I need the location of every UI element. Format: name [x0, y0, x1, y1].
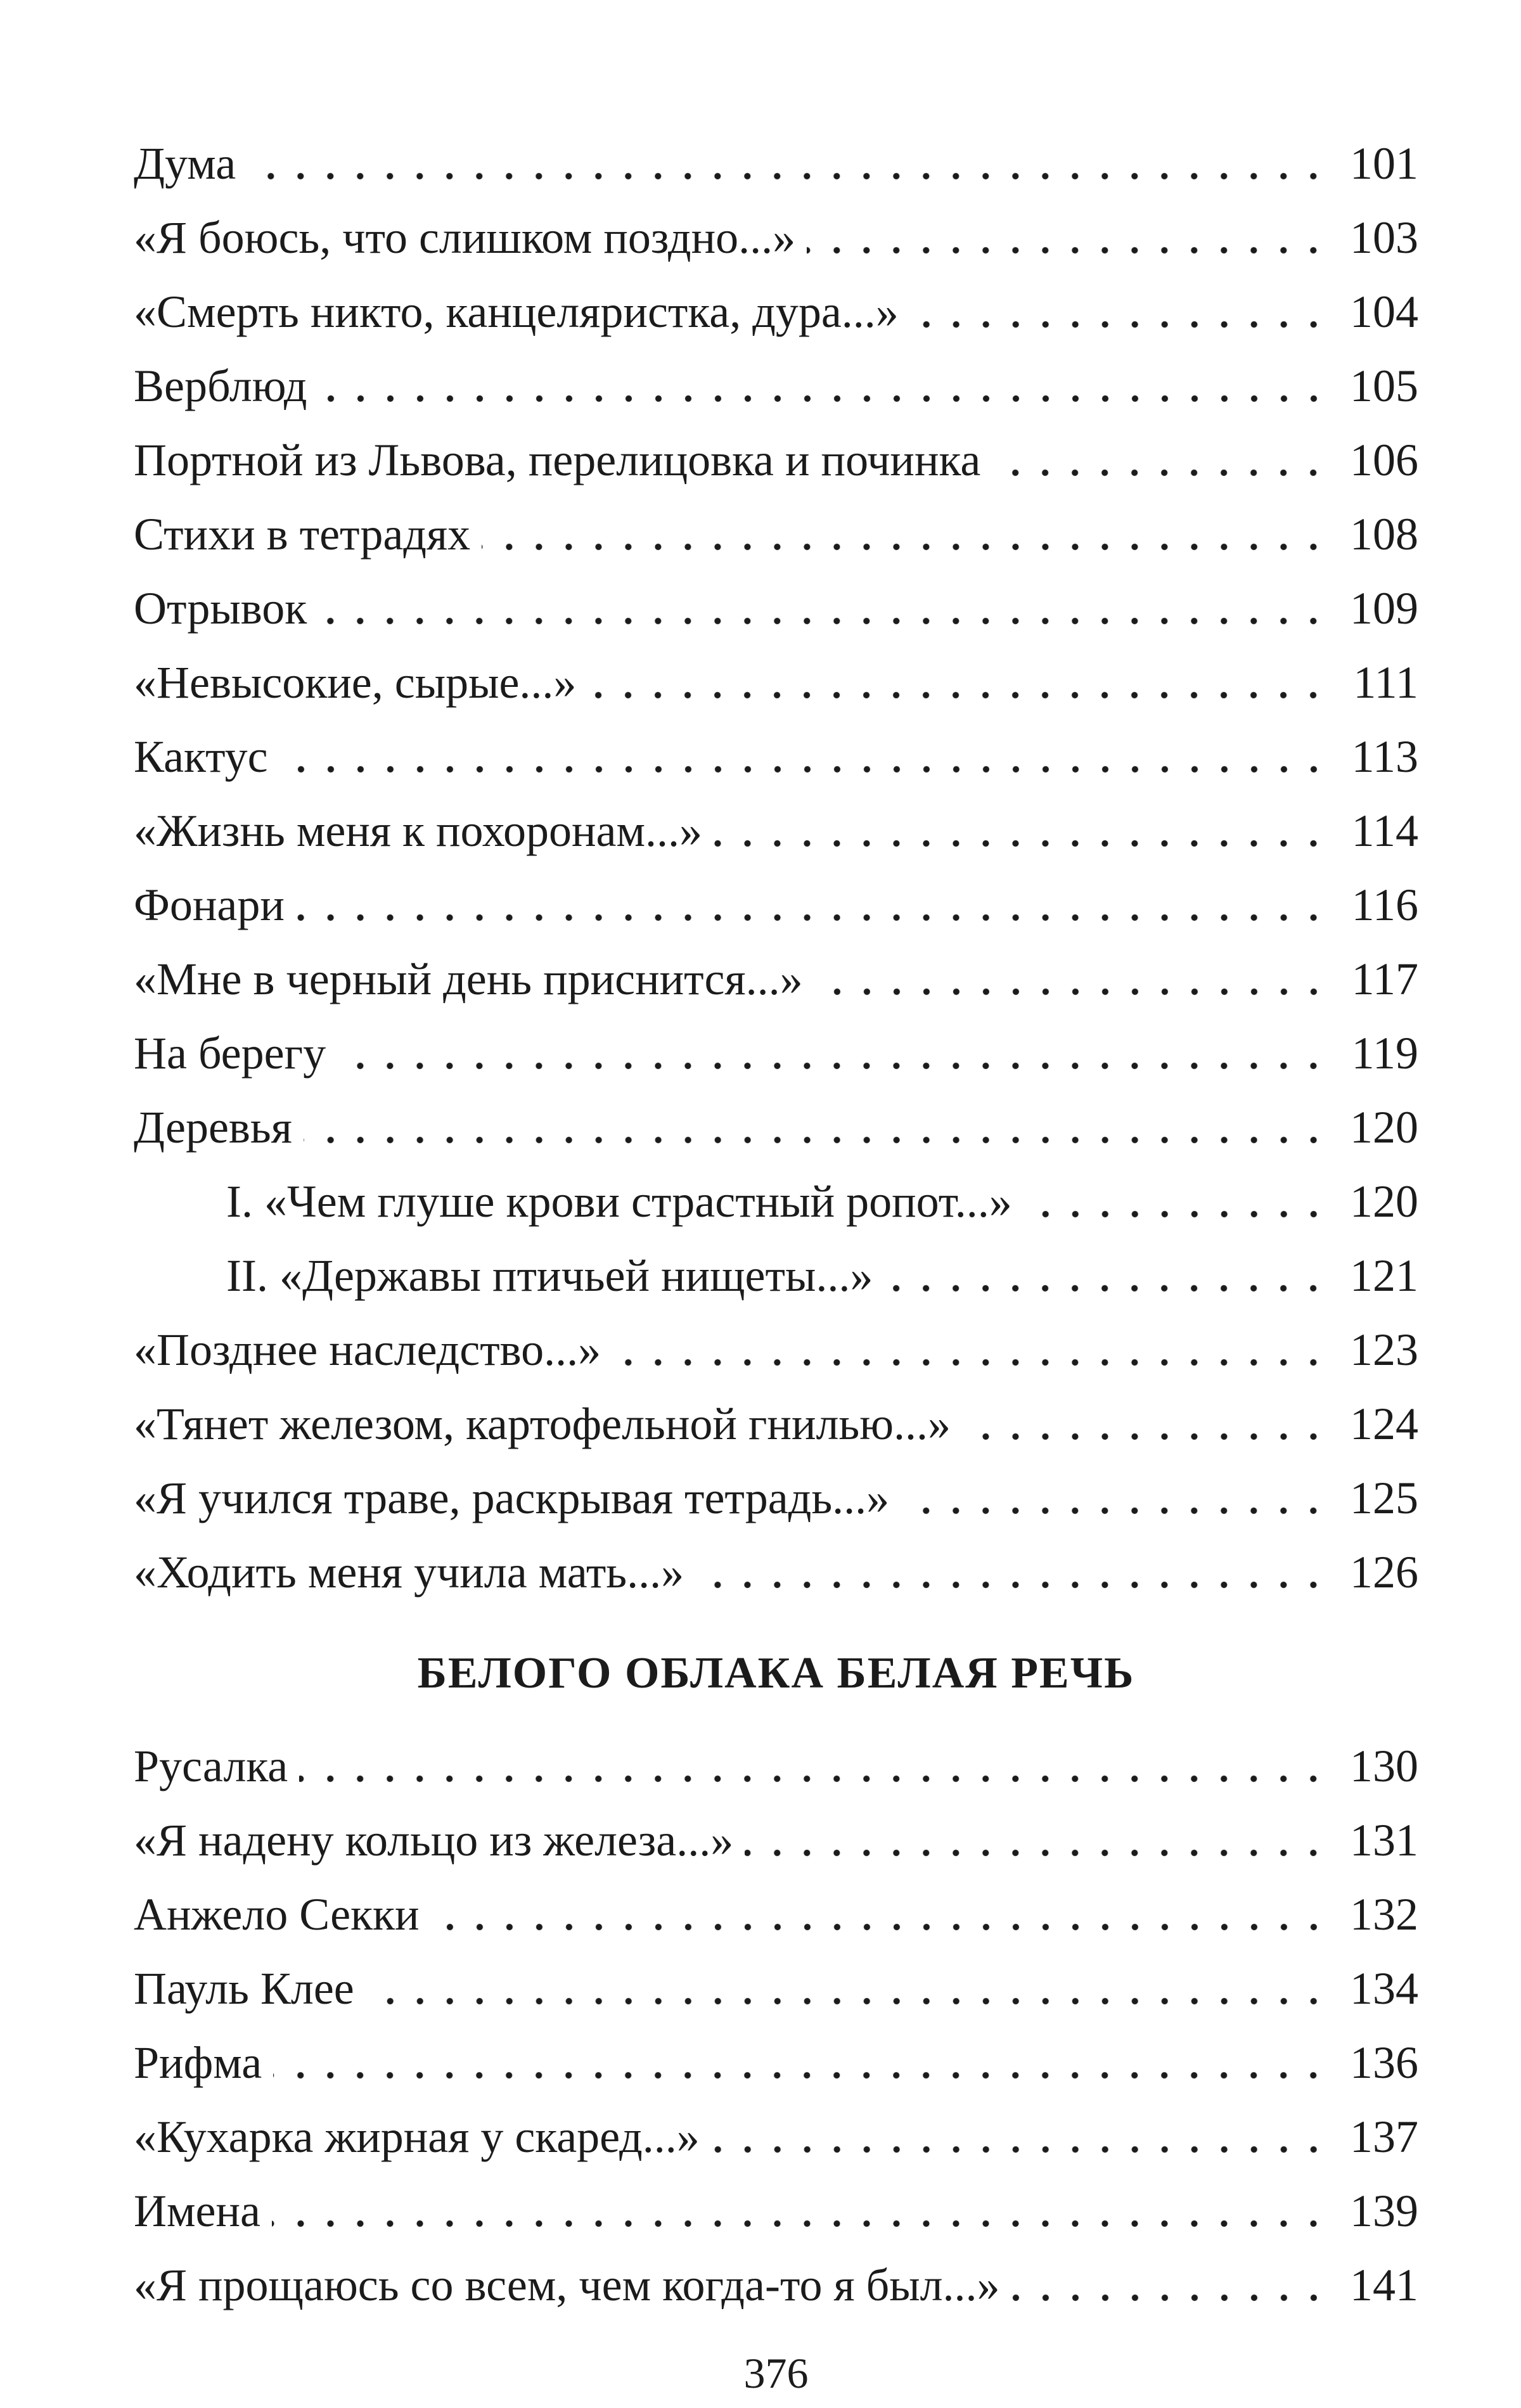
- toc-entry-page: 106: [1350, 435, 1418, 485]
- dot-leader: [587, 646, 1330, 720]
- toc-entry-title: «Смерть никто, канцеляристка, дура...»: [134, 286, 899, 337]
- toc-entry-title: «Я боюсь, что слишком поздно...»: [134, 212, 796, 263]
- dot-leader: [901, 1461, 1330, 1535]
- dot-leader: [1024, 1165, 1330, 1239]
- dot-leader: [807, 201, 1330, 275]
- toc-entry: [134, 2174, 1418, 2248]
- toc-entry-title: Рифма: [134, 2037, 262, 2088]
- toc-entry: [134, 349, 1418, 423]
- toc-entry-title: Верблюд: [134, 361, 307, 411]
- toc-entry-page: 117: [1351, 954, 1418, 1004]
- toc-entry-page: 123: [1350, 1324, 1418, 1375]
- toc-entry: [134, 1729, 1418, 1803]
- dot-leader: [992, 423, 1330, 497]
- dot-leader: [272, 2174, 1330, 2248]
- toc-entry: [134, 275, 1418, 349]
- toc-entry-page: 109: [1350, 583, 1418, 634]
- toc-entry-page: 139: [1350, 2186, 1418, 2236]
- toc-entry-page: 131: [1350, 1815, 1418, 1866]
- toc-entry-page: 120: [1350, 1176, 1418, 1227]
- toc-entry-page: 134: [1350, 1963, 1418, 2014]
- toc-entry-page: 126: [1350, 1547, 1418, 1598]
- toc-entry-title: Пауль Клее: [134, 1963, 354, 2014]
- toc-entry-title: I. «Чем глуше крови страстный ропот...»: [226, 1176, 1012, 1227]
- dot-leader: [884, 1239, 1330, 1313]
- toc-entry-title: «Невысокие, сырые...»: [134, 657, 577, 708]
- toc-entry-page: 104: [1350, 286, 1418, 337]
- dot-leader: [273, 2026, 1330, 2100]
- dot-leader: [431, 1878, 1330, 1952]
- toc-list: [134, 127, 1418, 2322]
- toc-entry: [134, 572, 1418, 646]
- dot-leader: [612, 1313, 1330, 1387]
- toc-entry-page: 125: [1350, 1473, 1418, 1523]
- toc-entry-page: 137: [1350, 2111, 1418, 2162]
- dot-leader: [318, 572, 1330, 646]
- toc-entry-title: Имена: [134, 2186, 261, 2236]
- toc-entry: [134, 1461, 1418, 1535]
- page-number: 376: [743, 2349, 809, 2397]
- dot-leader: [482, 497, 1330, 572]
- toc-entry-title: Фонари: [134, 880, 285, 930]
- dot-leader: [299, 1729, 1330, 1803]
- toc-entry-page: 103: [1350, 212, 1418, 263]
- toc-entry-title: «Я учился траве, раскрывая тетрадь...»: [134, 1473, 890, 1523]
- toc-entry-page: 113: [1351, 731, 1418, 782]
- toc-entry: [134, 497, 1418, 572]
- dot-leader: [1011, 2248, 1330, 2322]
- toc-entry-page: 136: [1350, 2037, 1418, 2088]
- toc-entry: [134, 2026, 1418, 2100]
- toc-entry-title: «Я прощаюсь со всем, чем когда-то я был...»: [134, 2260, 1000, 2310]
- toc-entry-title: «Жизнь меня к похоронам...»: [134, 805, 703, 856]
- toc-entry: [134, 1878, 1418, 1952]
- dot-leader: [304, 1091, 1330, 1165]
- dot-leader: [962, 1387, 1330, 1461]
- toc-entry: [134, 1535, 1418, 1610]
- toc-entry: [134, 868, 1418, 942]
- toc-entry-page: 114: [1351, 805, 1418, 856]
- toc-entry-page: 101: [1350, 138, 1418, 189]
- dot-leader: [319, 349, 1330, 423]
- dot-leader: [714, 794, 1330, 868]
- dot-leader: [247, 127, 1330, 201]
- toc-entry-title: Дума: [134, 138, 236, 189]
- dot-leader: [910, 275, 1330, 349]
- toc-entry: [134, 1165, 1418, 1239]
- toc-entry-title: Отрывок: [134, 583, 307, 634]
- dot-leader: [366, 1952, 1330, 2026]
- toc-entry-title: «Позднее наследство...»: [134, 1324, 601, 1375]
- toc-entry: [134, 1952, 1418, 2026]
- toc-entry-page: 132: [1350, 1889, 1418, 1940]
- dot-leader: [711, 2100, 1330, 2174]
- toc-entry-title: II. «Державы птичьей нищеты...»: [226, 1250, 873, 1301]
- dot-leader: [296, 868, 1330, 942]
- toc-entry: [134, 1803, 1418, 1878]
- toc-entry-page: 124: [1350, 1399, 1418, 1449]
- toc-entry-page: 116: [1351, 880, 1418, 930]
- toc-entry: [134, 646, 1418, 720]
- toc-entry-page: 130: [1350, 1741, 1418, 1791]
- toc-entry-page: 105: [1350, 361, 1418, 411]
- toc-entry-page: 141: [1350, 2260, 1418, 2310]
- section-heading: БЕЛОГО ОБЛАКА БЕЛАЯ РЕЧЬ: [417, 1649, 1135, 1698]
- toc-entry-page: 108: [1350, 509, 1418, 560]
- toc-entry-page: 120: [1350, 1102, 1418, 1153]
- toc-entry-title: «Тянет железом, картофельной гнилью...»: [134, 1399, 951, 1449]
- toc-entry: [134, 1091, 1418, 1165]
- toc-entry-title: Деревья: [134, 1102, 292, 1153]
- toc-entry-title: На берегу: [134, 1028, 326, 1079]
- toc-entry-title: «Ходить меня учила мать...»: [134, 1547, 684, 1598]
- toc-entry: [134, 942, 1418, 1016]
- dot-leader: [279, 720, 1330, 794]
- dot-leader: [745, 1803, 1330, 1878]
- toc-entry-title: Русалка: [134, 1741, 288, 1791]
- toc-entry: [134, 2248, 1418, 2322]
- toc-entry-title: «Я надену кольцо из железа...»: [134, 1815, 734, 1866]
- toc-entry-title: «Мне в черный день приснится...»: [134, 954, 803, 1004]
- toc-entry-title: Кактус: [134, 731, 268, 782]
- toc-entry-title: «Кухарка жирная у скаред...»: [134, 2111, 700, 2162]
- toc-entry: [134, 720, 1418, 794]
- toc-entry-page: 119: [1351, 1028, 1418, 1079]
- toc-entry-title: Стихи в тетрадях: [134, 509, 471, 560]
- toc-entry: [134, 423, 1418, 497]
- toc-entry: [134, 2100, 1418, 2174]
- dot-leader: [695, 1535, 1330, 1610]
- toc-entry: [134, 794, 1418, 868]
- toc-entry: [134, 1313, 1418, 1387]
- toc-entry-title: Анжело Секки: [134, 1889, 420, 1940]
- toc-entry-page: 111: [1353, 657, 1418, 708]
- toc-entry: [134, 127, 1418, 201]
- toc-entry-title: Портной из Львова, перелицовка и починка: [134, 435, 981, 485]
- toc-entry: [134, 1387, 1418, 1461]
- toc-entry: [134, 1016, 1418, 1091]
- toc-entry-page: 121: [1350, 1250, 1418, 1301]
- dot-leader: [337, 1016, 1330, 1091]
- dot-leader: [814, 942, 1330, 1016]
- toc-entry: [134, 1239, 1418, 1313]
- toc-entry: [134, 201, 1418, 275]
